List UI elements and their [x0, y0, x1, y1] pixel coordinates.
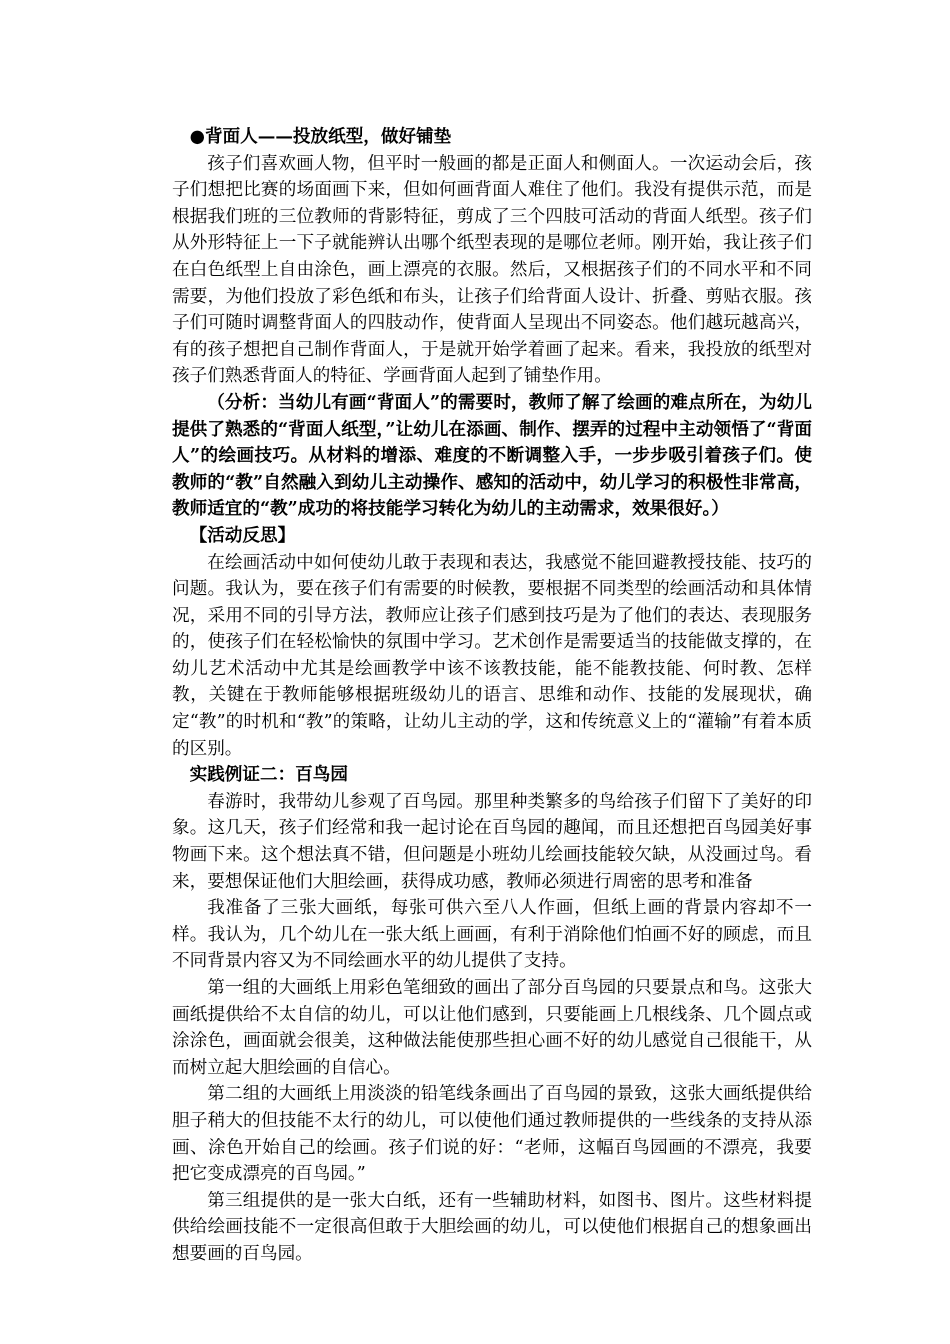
paragraph-example2-2: 我准备了三张大画纸，每张可供六至八人作画，但纸上画的背景内容却不一样。我认为，几个幼儿在一张大纸上画画，有利于消除他们怕画不好的顾虑，而且不同背景内容又为不同绘画水平的幼儿提供了支持。 [172, 898, 812, 972]
paragraph-back-figure-body: 孩子们喜欢画人物，但平时一般画的都是正面人和侧面人。一次运动会后，孩子们想把比赛的场面画下来，但如何画背面人难住了他们。我没有提供示范，而是根据我们班的三位教师的背影特征，剪成了三个四肢可活动的背面人纸型。孩子们从外形特征上一下子就能辨认出哪个纸型表现的是哪位老师。刚开始，我让孩子们在白色纸型上自由涂色，画上漂亮的衣服。然后，又根据孩子们的不同水平和不同需要，为他们投放了彩色纸和布头，让孩子们给背面人设计、折叠、剪贴衣服。孩子们可随时调整背面人的四肢动作，使背面人呈现出不同姿态。他们越玩越高兴，有的孩子想把自己制作背面人，于是就开始学着画了起来。看来，我投放的纸型对孩子们熟悉背面人的特征、学画背面人起到了铺垫作用。 [172, 153, 812, 387]
paragraph-reflection-body: 在绘画活动中如何使幼儿敢于表现和表达，我感觉不能回避教授技能、技巧的问题。我认为，要在孩子们有需要的时候教，要根据不同类型的绘画活动和具体情况，采用不同的引导方法，教师应让孩子们感到技巧是为了他们的表达、表现服务的，使孩子们在轻松愉快的氛围中学习。艺术创作是需要适当的技能做支撑的，在幼儿艺术活动中尤其是绘画教学中该不该教技能，能不能教技能、何时教、怎样教，关键在于教师能够根据班级幼儿的语言、思维和动作、技能的发展现状，确定“教”的时机和“教”的策略，让幼儿主动的学，这和传统意义上的“灌输”有着本质的区别。 [172, 552, 812, 759]
paragraph-analysis: （分析：当幼儿有画“背面人”的需要时，教师了解了绘画的难点所在，为幼儿提供了熟悉的“背面人纸型，”让幼儿在添画、制作、摆弄的过程中主动领悟了“背面人”的绘画技巧。从材料的增添、难度的不断调整入手，一步步吸引着孩子们。使教师的“教”自然融入到幼儿主动操作、感知的活动中，幼儿学习的积极性非常高，教师适宜的“教”成功的将技能学习转化为幼儿的主动需求，效果很好。） [172, 391, 812, 520]
paragraph-example2-5: 第三组提供的是一张大白纸，还有一些辅助材料，如图书、图片。这些材料提供给绘画技能不一定很高但敢于大胆绘画的幼儿，可以使他们根据自己的想象画出想要画的百鸟园。 [172, 1190, 812, 1264]
section-heading-back-figure: ●背面人——投放纸型，做好铺垫 [189, 126, 452, 147]
paragraph-example2-4: 第二组的大画纸上用淡淡的铅笔线条画出了百鸟园的景致，这张大画纸提供给胆子稍大的但技能不太行的幼儿，可以使他们通过教师提供的一些线条的支持从添画、涂色开始自己的绘画。孩子们说的好：“老师，这幅百鸟园画的不漂亮，我要把它变成漂亮的百鸟园。” [172, 1084, 812, 1185]
section-heading-reflection: 【活动反思】 [189, 524, 296, 546]
section-heading-example2: 实践例证二：百鸟园 [189, 764, 348, 786]
document-page [172, 124, 812, 1268]
paragraph-example2-1: 春游时，我带幼儿参观了百鸟园。那里种类繁多的鸟给孩子们留下了美好的印象。这几天，孩子们经常和我一起讨论在百鸟园的趣闻，而且还想把百鸟园美好事物画下来。这个想法真不错，但问题是小班幼儿绘画技能较欠缺，从没画过鸟。看来，要想保证他们大胆绘画，获得成功感，教师必须进行周密的思考和准备 [172, 791, 812, 892]
paragraph-example2-3: 第一组的大画纸上用彩色笔细致的画出了部分百鸟园的只要景点和鸟。这张大画纸提供给不太自信的幼儿，可以让他们感到，只要能画上几根线条、几个圆点或涂涂色，画面就会很美，这种做法能使那些担心画不好的幼儿感觉自己很能干，从而树立起大胆绘画的自信心。 [172, 978, 812, 1078]
